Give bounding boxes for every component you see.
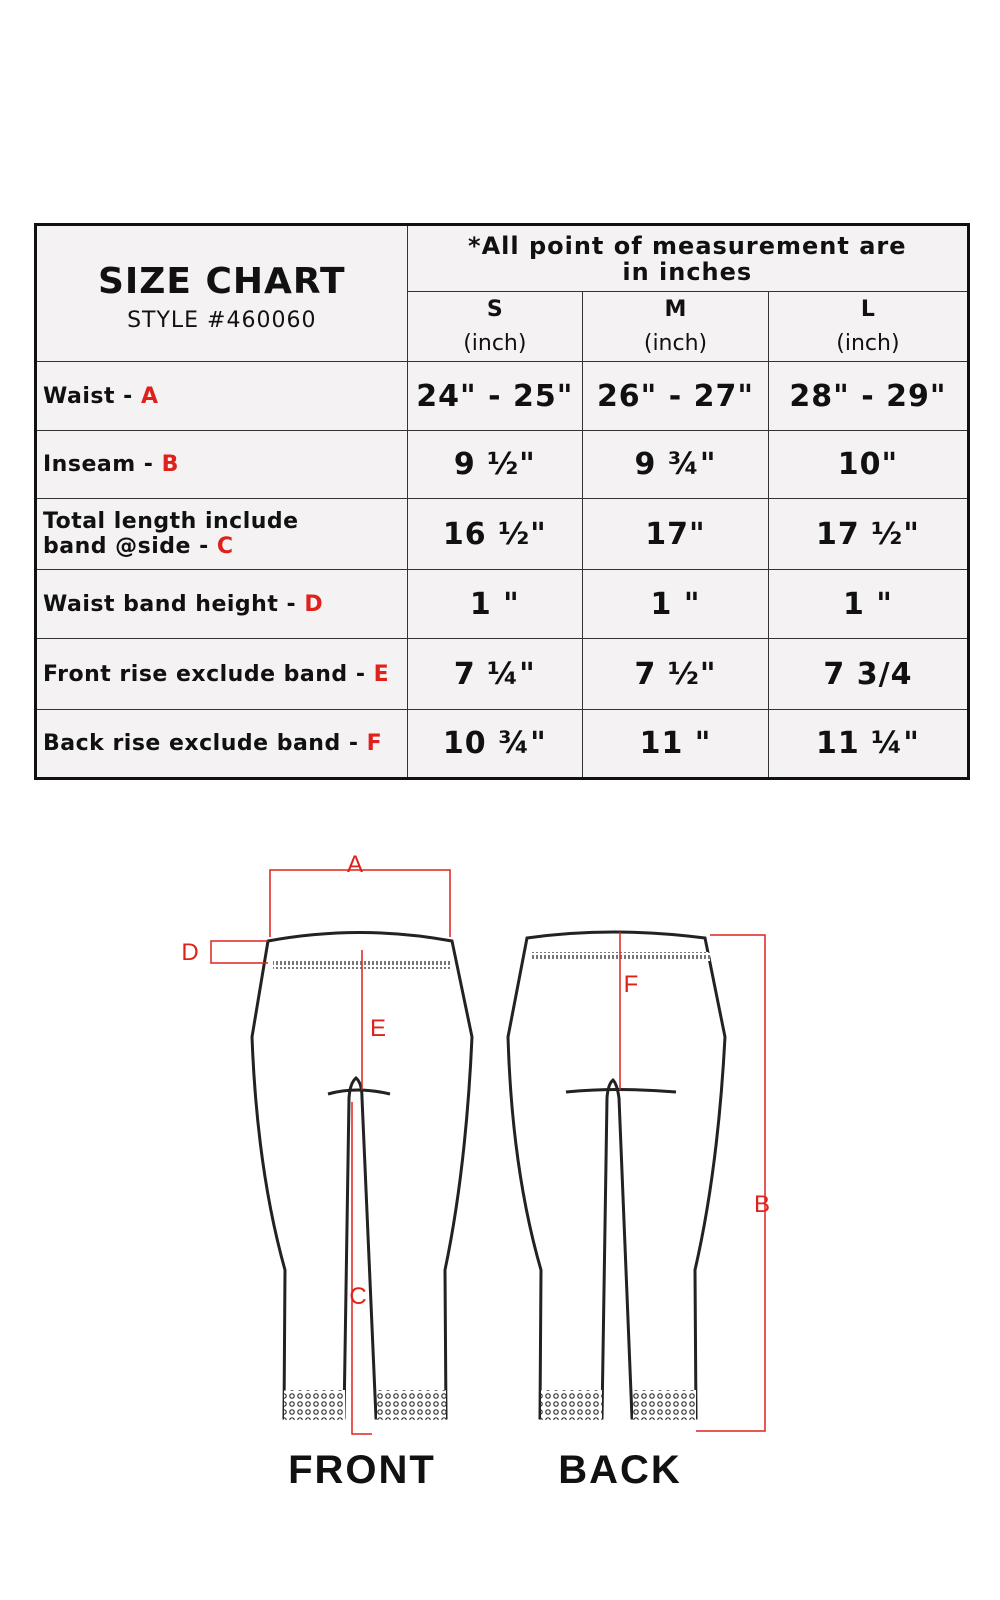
value-l: 10" [768, 430, 968, 498]
measurement-note [407, 225, 968, 292]
size-header-s [407, 292, 583, 362]
marker-f: F [623, 971, 639, 998]
size-header-m [583, 292, 769, 362]
row-label [36, 430, 408, 498]
row-label [36, 570, 408, 639]
table-row-inseam [36, 430, 969, 498]
value-l: 1 " [768, 570, 968, 639]
measure-key: E [373, 661, 390, 687]
row-label-text: Front rise exclude band - [43, 661, 374, 687]
marker-a: A [346, 851, 364, 878]
value-s: 9 ½" [407, 430, 583, 498]
row-label-text: Waist - [43, 383, 141, 409]
value-s: 10 ¾" [407, 709, 583, 778]
size-unit: (inch) [463, 330, 527, 356]
back-right-lace [633, 1390, 696, 1420]
marker-e: E [369, 1015, 387, 1042]
table-row-total-length [36, 498, 969, 569]
table-row-back-rise [36, 709, 969, 778]
table-row-waist [36, 362, 969, 430]
value-m: 7 ½" [583, 639, 769, 709]
value-l: 17 ½" [768, 498, 968, 569]
back-label: BACK [558, 1448, 682, 1492]
row-label-line-1: Total length include [43, 509, 299, 535]
value-s: 1 " [407, 570, 583, 639]
row-label-text: Inseam - [43, 451, 162, 477]
table-row-front-rise [36, 639, 969, 709]
note-line-1: *All point of measurement are [468, 231, 907, 260]
size-unit: (inch) [836, 330, 900, 356]
back-view [508, 932, 725, 1420]
value-s: 24" - 25" [407, 362, 583, 430]
measure-key: F [366, 730, 383, 756]
back-outline-icon [508, 932, 725, 1418]
row-label [36, 709, 408, 778]
size-label: S [486, 296, 503, 322]
row-label [36, 639, 408, 709]
value-l: 11 ¼" [768, 709, 968, 778]
measure-key: A [140, 383, 159, 409]
row-label-line-2: band @side - [43, 534, 217, 560]
value-m: 11 " [583, 709, 769, 778]
marker-d: D [181, 939, 199, 966]
row-label-text: Back rise exclude band - [43, 730, 367, 756]
size-chart-table [34, 223, 970, 780]
chart-title: SIZE CHART [97, 260, 346, 302]
front-right-lace [377, 1390, 446, 1420]
row-label [36, 362, 408, 430]
garment-diagram [0, 840, 1000, 1540]
measure-key: D [304, 591, 324, 617]
marker-c: C [349, 1283, 367, 1310]
size-unit: (inch) [643, 330, 708, 356]
measure-key: B [161, 451, 179, 477]
size-header-l [768, 292, 968, 362]
note-line-2: in inches [622, 257, 753, 286]
front-left-lace [284, 1390, 345, 1420]
value-l: 7 3/4 [768, 639, 968, 709]
style-number: STYLE #460060 [127, 307, 317, 333]
front-label: FRONT [288, 1448, 436, 1492]
value-s: 16 ½" [407, 498, 583, 569]
row-label-text: Waist band height - [43, 591, 305, 617]
value-l: 28" - 29" [768, 362, 968, 430]
measure-line-d [211, 941, 268, 963]
value-s: 7 ¼" [407, 639, 583, 709]
size-label: M [664, 296, 687, 322]
marker-b: B [753, 1191, 771, 1218]
table-row-waist-band [36, 570, 969, 639]
measure-key: C [216, 534, 234, 560]
value-m: 26" - 27" [583, 362, 769, 430]
back-left-lace [541, 1390, 602, 1420]
value-m: 1 " [583, 570, 769, 639]
title-cell [36, 225, 408, 362]
row-label [36, 498, 408, 569]
measure-line-a [270, 870, 450, 937]
size-label: L [860, 296, 875, 322]
value-m: 17" [583, 498, 769, 569]
value-m: 9 ¾" [583, 430, 769, 498]
